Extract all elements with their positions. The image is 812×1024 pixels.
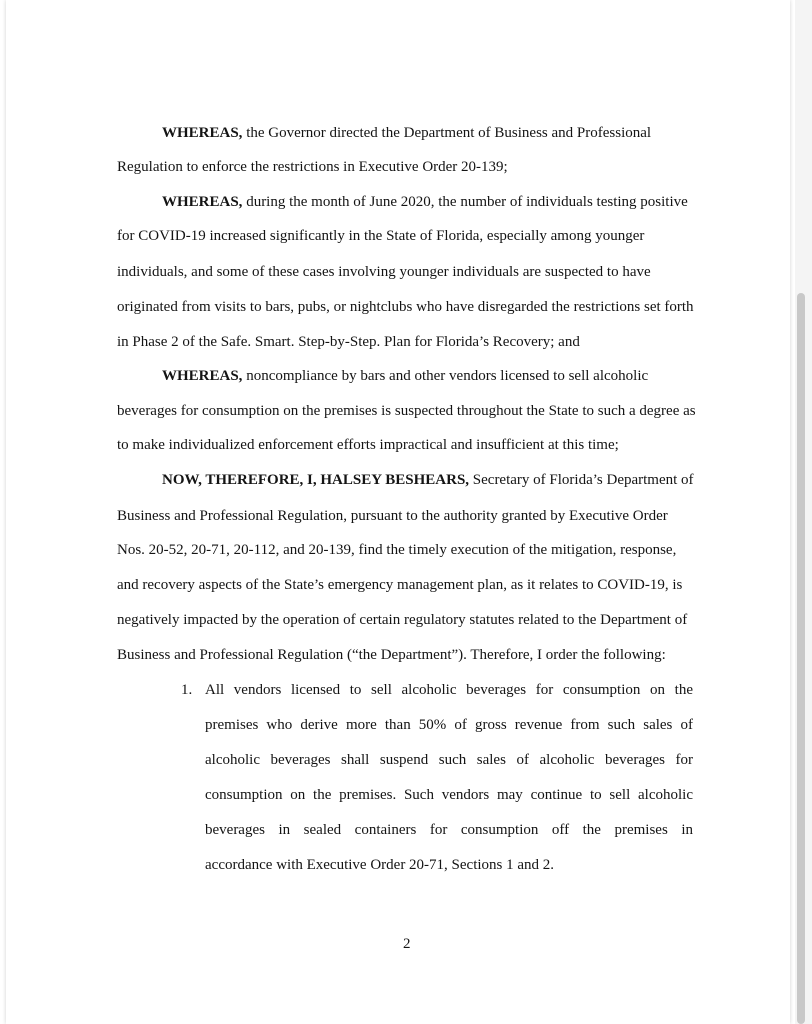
document-line bbox=[117, 645, 666, 665]
list-item-line: alcoholic beverages shall suspend such sales of alcoholic beverages for bbox=[205, 752, 693, 768]
line-text: in Phase 2 of the Safe. Smart. Step-by-Step. Plan for Florida’s Recovery; and bbox=[117, 334, 580, 350]
document-line bbox=[162, 366, 648, 386]
document-line bbox=[117, 435, 619, 455]
line-text: originated from visits to bars, pubs, or nightclubs who have disregarded the restrictions set forth bbox=[117, 299, 694, 315]
line-text: individuals, and some of these cases involving younger individuals are suspected to have bbox=[117, 264, 651, 280]
line-text: the Governor directed the Department of Business and Professional bbox=[242, 125, 652, 141]
document-line bbox=[117, 332, 580, 352]
line-text: Secretary of Florida’s Department of bbox=[469, 472, 694, 488]
line-text: Regulation to enforce the restrictions in Executive Order 20-139; bbox=[117, 159, 508, 175]
bold-lead: NOW, THEREFORE, I, HALSEY BESHEARS, bbox=[162, 472, 470, 488]
document-line bbox=[162, 192, 688, 212]
line-text: negatively impacted by the operation of certain regulatory statutes related to the Department of bbox=[117, 612, 688, 628]
list-item-line: consumption on the premises. Such vendors may continue to sell alcoholic bbox=[205, 787, 693, 803]
line-text: Business and Professional Regulation (“the Department”). Therefore, I order the following: bbox=[117, 647, 666, 663]
document-line bbox=[162, 123, 651, 143]
document-line bbox=[117, 157, 508, 177]
line-text: and recovery aspects of the State’s emergency management plan, as it relates to COVID-19, is bbox=[117, 577, 683, 593]
document-line bbox=[117, 506, 668, 526]
document-line bbox=[117, 226, 644, 246]
bold-lead: WHEREAS, bbox=[162, 368, 243, 384]
document-line bbox=[117, 540, 676, 560]
list-item-line: All vendors licensed to sell alcoholic beverages for consumption on the bbox=[205, 682, 693, 698]
list-item-line: beverages in sealed containers for consumption off the premises in bbox=[205, 822, 693, 838]
scrollbar-thumb[interactable] bbox=[797, 293, 805, 1024]
bold-lead: WHEREAS, bbox=[162, 125, 243, 141]
list-item-number: 1. bbox=[181, 682, 193, 698]
list-item-line: premises who derive more than 50% of gross revenue from such sales of bbox=[205, 717, 693, 733]
document-line bbox=[117, 575, 682, 595]
line-text: Nos. 20-52, 20-71, 20-112, and 20-139, find the timely execution of the mitigation, response, bbox=[117, 542, 677, 558]
line-text: to make individualized enforcement efforts impractical and insufficient at this time; bbox=[117, 437, 619, 453]
list-item-line: accordance with Executive Order 20-71, Sections 1 and 2. bbox=[205, 857, 555, 873]
document-line bbox=[117, 297, 694, 317]
line-text: for COVID-19 increased significantly in the State of Florida, especially among younger bbox=[117, 228, 645, 244]
line-text: noncompliance by bars and other vendors licensed to sell alcoholic bbox=[242, 368, 649, 384]
document-line bbox=[117, 610, 687, 630]
line-text: Business and Professional Regulation, pursuant to the authority granted by Executive Order bbox=[117, 508, 668, 524]
bold-lead: WHEREAS, bbox=[162, 194, 243, 210]
document-line bbox=[117, 262, 651, 282]
document-line bbox=[117, 401, 696, 421]
document-line bbox=[162, 470, 694, 490]
page-number: 2 bbox=[403, 936, 411, 952]
line-text: during the month of June 2020, the number of individuals testing positive bbox=[242, 194, 688, 210]
line-text: beverages for consumption on the premises is suspected throughout the State to such a degree as bbox=[117, 403, 696, 419]
